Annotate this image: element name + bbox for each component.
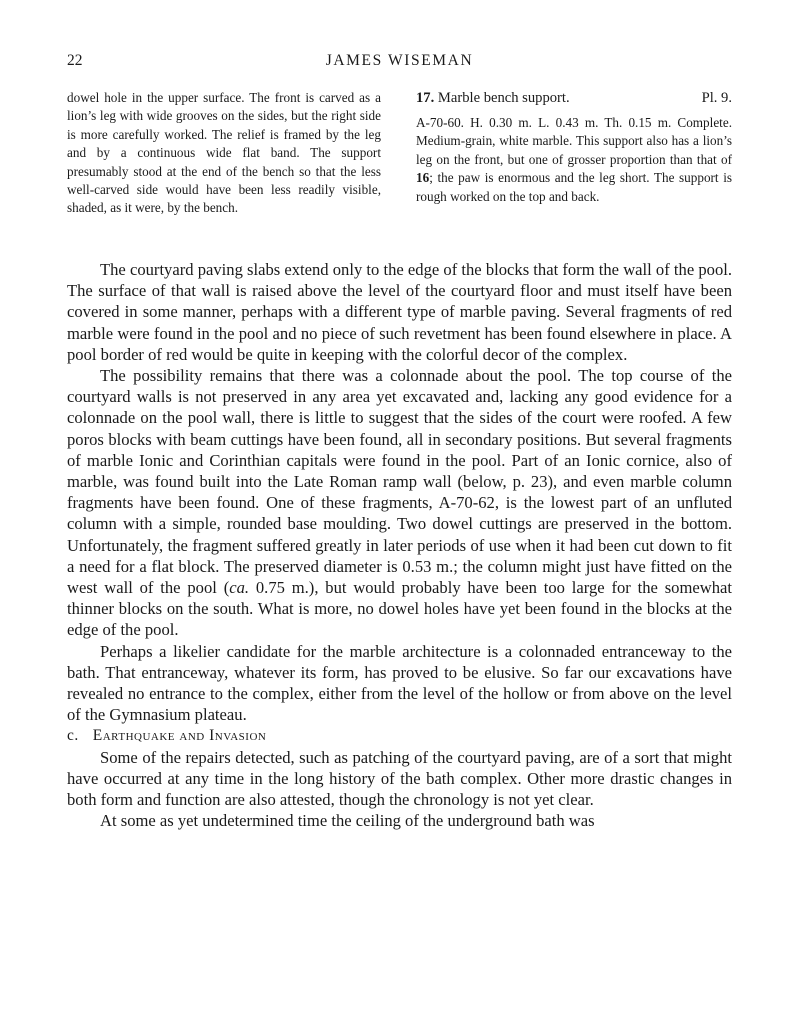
entry-description-part-2: ; the paw is enormous and the leg short. The support is rough worked on the top and back.	[416, 170, 732, 204]
paragraph-pool-wall: The courtyard paving slabs extend only to the edge of the blocks that form the wall of the pool. The surface of that wall is raised above the level of the courtyard floor and must itself have been covered in some manner, perhaps with a different type of marble paving. Several fragments of red marble were found in the pool and no piece of such revetment has been found elsewhere in place. A pool border of red would be quite in keeping with the colorful decor of the complex.	[67, 260, 732, 364]
entry-title-line	[416, 89, 570, 108]
entry-title: Marble bench support.	[434, 90, 570, 106]
paragraph-colonnade-part-2: 0.75 m.), but would probably have been too large for the somewhat thinner blocks on the south. What is more, no dowel holes have yet been found in the blocks at the edge of the pool.	[67, 578, 732, 640]
left-column-text: dowel hole in the upper surface. The front is carved as a lion’s leg with wide grooves on the sides, but the right side is more carefully worked. The relief is framed by the leg and by a continuous wide flat band. The support presumably stood at the end of the bench so that the less well-carved side would have been less readily visible, shaded, as it were, by the bench.	[67, 90, 381, 216]
circa-abbreviation: ca.	[229, 578, 250, 598]
section-heading	[67, 725, 732, 746]
entry-heading	[416, 89, 732, 108]
page-number: 22	[67, 52, 83, 69]
paragraph-repairs: Some of the repairs detected, such as patching of the courtyard paving, are of a sort that might have occurred at any time in the long history of the bath complex. Other more drastic changes in both form and function are also attested, though the chronology is not yet clear.	[67, 747, 732, 810]
entry-cross-reference: 16	[416, 170, 430, 186]
running-head: JAMES WISEMAN	[325, 52, 474, 69]
paragraph-ceiling: At some as yet undetermined time the ceiling of the underground bath was	[100, 811, 595, 831]
section-letter: c.	[67, 727, 79, 745]
entry-description	[416, 114, 732, 206]
section-title: Earthquake and Invasion	[92, 727, 267, 745]
paragraph-entranceway: Perhaps a likelier candidate for the marble architecture is a colonnaded entranceway to the bath. That entranceway, whatever its form, has proved to be elusive. So far our excavations have revealed no entrance to the complex, either from the level of the hollow or from above on the level of the Gymnasium plateau.	[67, 641, 732, 725]
main-body	[67, 259, 732, 831]
paragraph-colonnade-part-1: The possibility remains that there was a colonnade about the pool. The top course of the courtyard walls is not preserved in any area yet excavated and, lacking any good evidence for a colonnade on the pool wall, there is little to suggest that the sides of the court were roofed. A few poros blocks with beam cuttings have been found, all in secondary positions. But several fragments of marble Ionic and Corinthian capitals were found in the pool. Part of an Ionic cornice, also of marble, was found built into the Late Roman ramp wall (below, p. 23), and even marble column fragments have been found. One of these fragments, A-70-62, is the lowest part of an unfluted column with a simple, rounded base moulding. Two dowel cuttings are preserved in the bottom. Unfortunately, the fragment suffered greatly in later periods of use when it had been cut down to fit a need for a flat block. The preserved diameter is 0.53 m.; the column might just have fitted on the west wall of the pool (	[67, 366, 732, 598]
entry-description-part-1: A-70-60. H. 0.30 m. L. 0.43 m. Th. 0.15 m. Complete. Medium-grain, white marble. This support also has a lion’s leg on the front, but one of grosser proportion than that of	[416, 115, 732, 167]
entry-number: 17.	[416, 90, 435, 106]
page-header	[67, 52, 732, 74]
entry-plate-ref: Pl. 9.	[701, 90, 732, 106]
paragraph-colonnade	[67, 365, 732, 641]
catalogue-entry	[416, 89, 732, 206]
